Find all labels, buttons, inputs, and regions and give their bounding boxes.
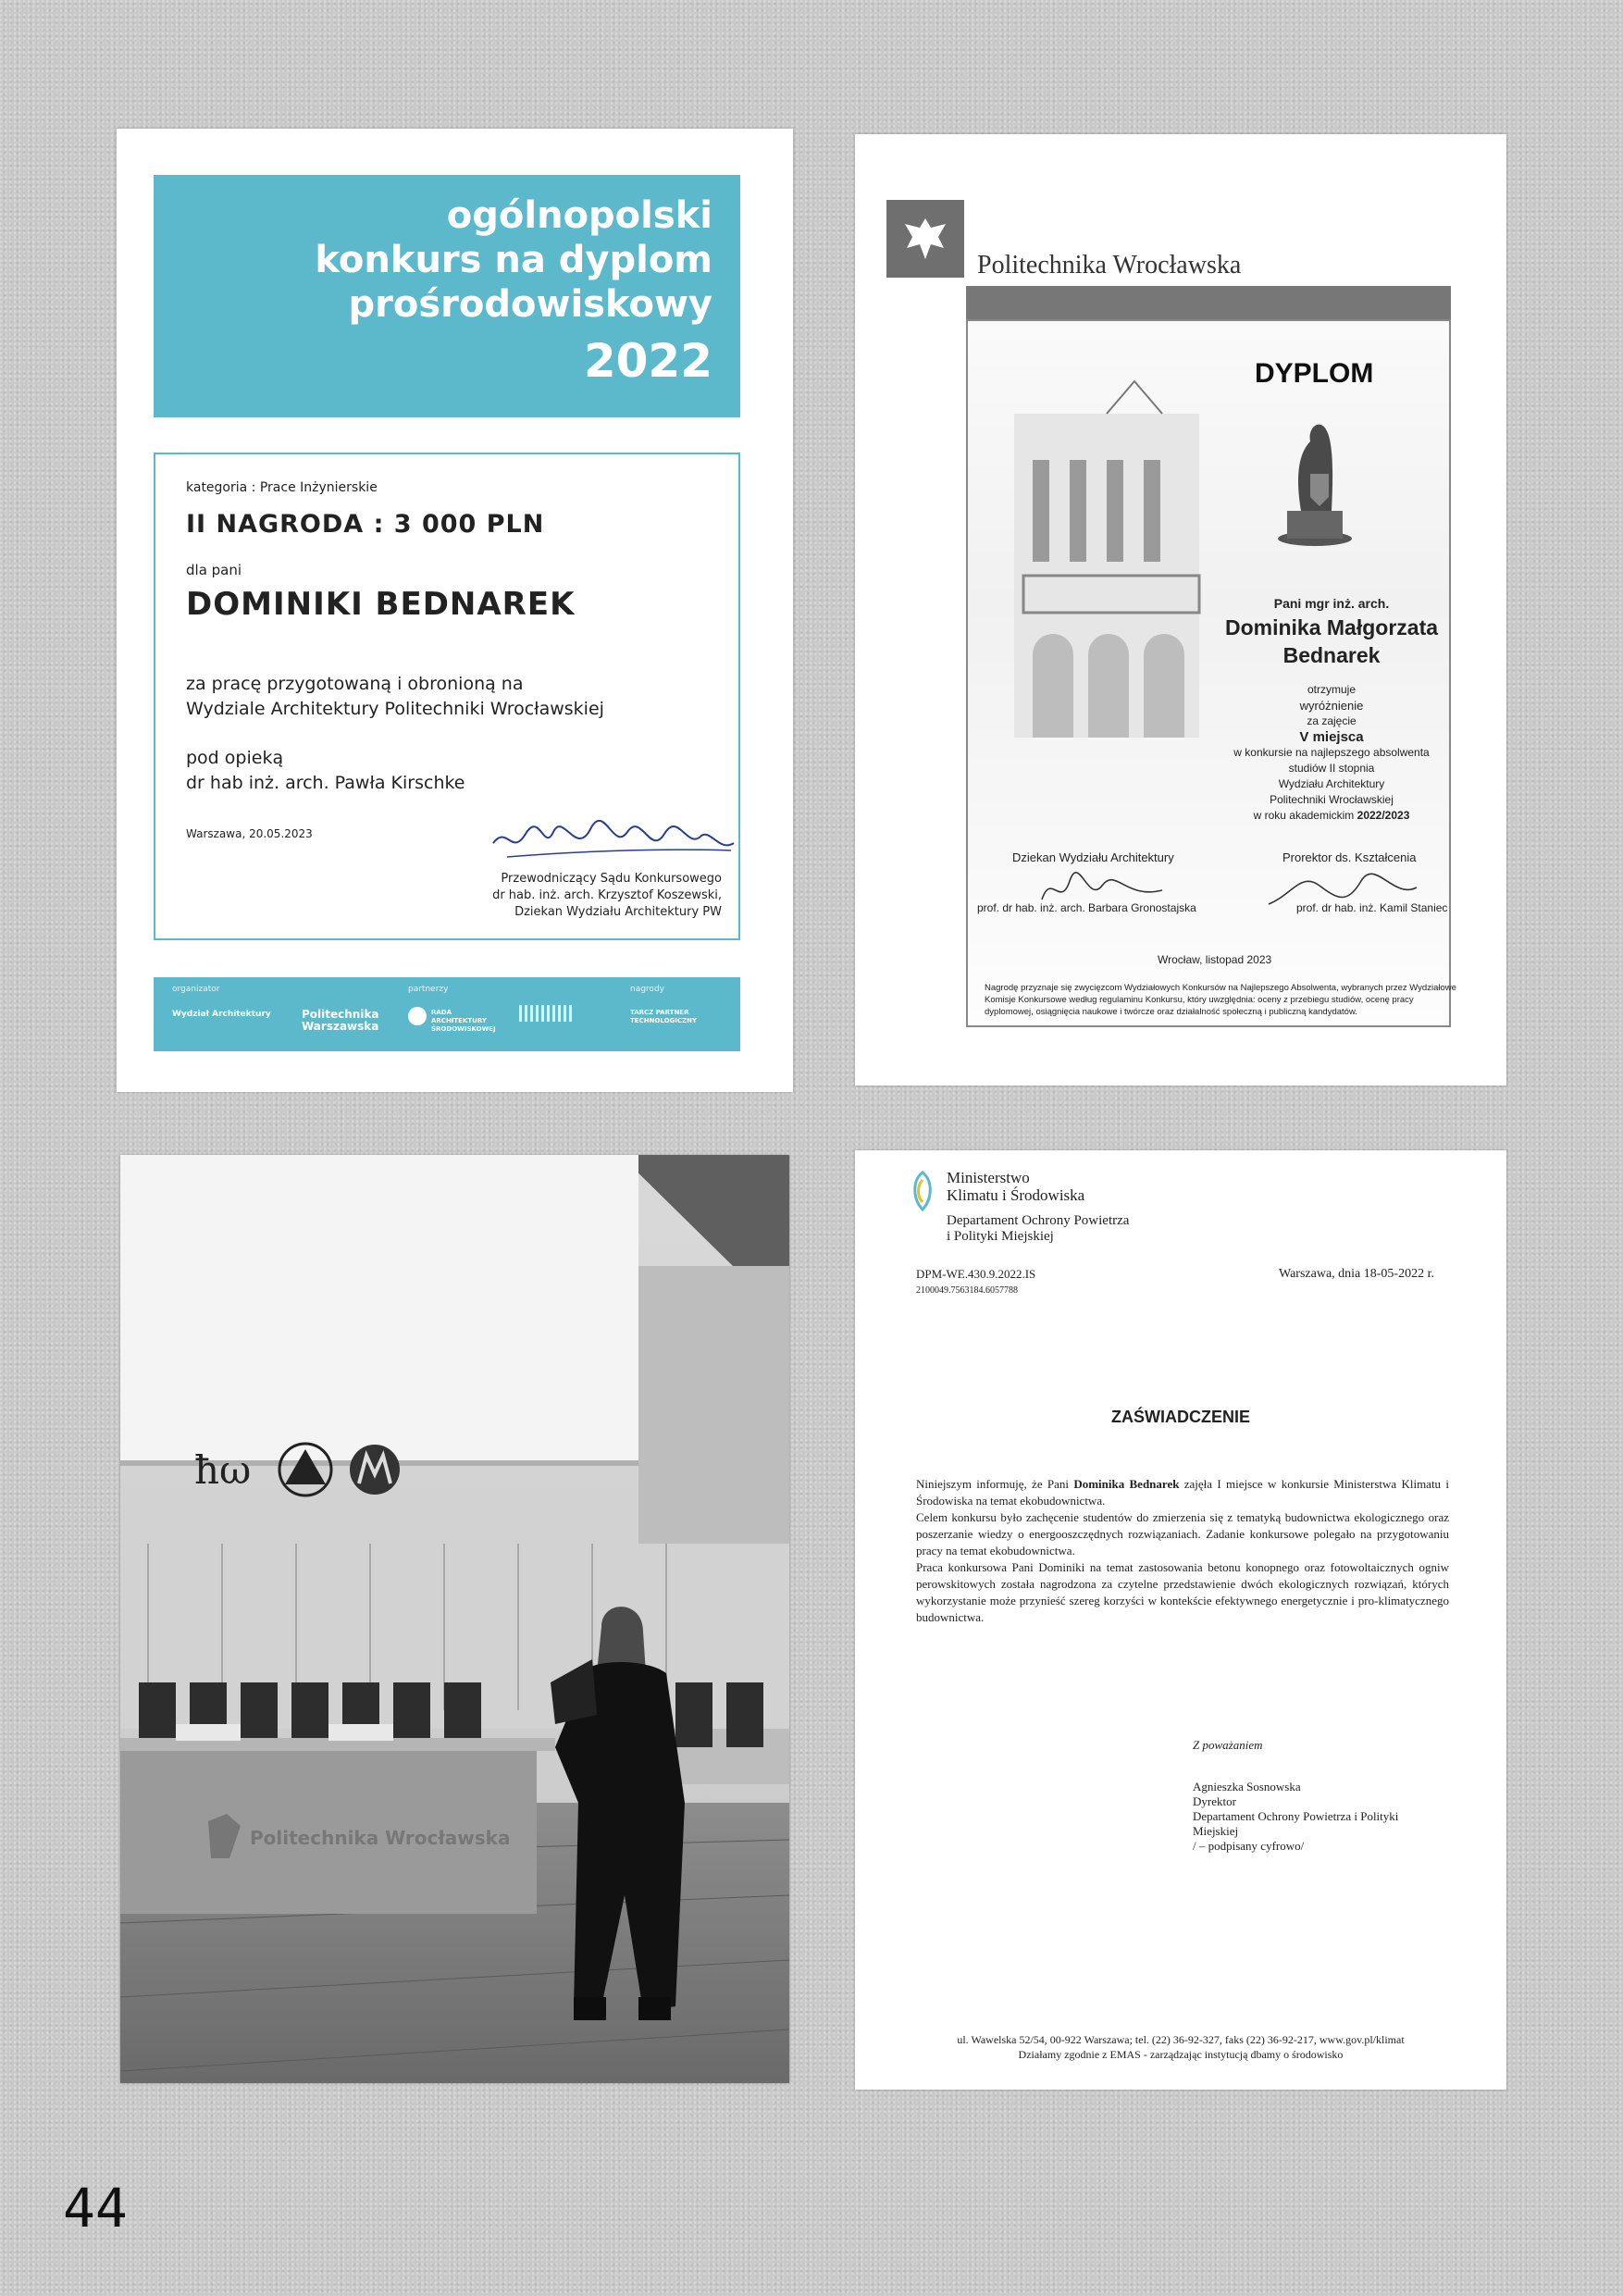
award-line8: Politechniki Wrocławskiej <box>1270 793 1394 806</box>
banner-line1: ogólnopolski <box>446 194 712 237</box>
footer-emas: Działamy zgodnie z EMAS - zarządzając instytucją dbamy o środowisko <box>1018 2048 1344 2061</box>
academic-year: 2022/2023 <box>1357 809 1410 822</box>
jury-chair <box>492 871 722 921</box>
award-line3: za zajęcie <box>1307 714 1357 727</box>
partners-label: partnerzy <box>408 985 449 994</box>
paragraph-1 <box>916 1476 1449 1509</box>
academic-year-prefix: w roku akademickim <box>1253 809 1355 822</box>
honorific: Pani mgr inż. arch. <box>1273 596 1390 611</box>
header-bar <box>966 286 1451 321</box>
thesis-line1: za pracę przygotowaną i obronioną na <box>186 674 524 694</box>
paragraph-1-start: Niniejszym informuję, że Pani <box>916 1477 1074 1491</box>
partner-barcode-logo <box>519 1005 573 1022</box>
thesis-text <box>186 672 604 722</box>
thesis-line2: Wydziale Architektury Politechniki Wrocławskiej <box>186 699 604 719</box>
paragraph-1-end: zajęła I miejsce w konkursie Ministerstwa Klimatu i Środowiska na temat ekobudownictwa. <box>916 1477 1449 1508</box>
award-line2: wyróżnienie <box>1299 699 1364 713</box>
awardee-name: DOMINIKI BEDNAREK <box>186 586 576 623</box>
chair-line3: Dziekan Wydziału Architektury PW <box>514 905 722 919</box>
for-mrs-label: dla pani <box>186 562 242 578</box>
department-line1: Departament Ochrony Powietrza <box>947 1213 1130 1228</box>
award-logo: TARCZ PARTNER TECHNOLOGICZNY <box>630 1009 698 1024</box>
award-text <box>1197 682 1466 824</box>
faculty-logo: Wydział Architektury <box>172 1010 271 1019</box>
vicerector-title: Prorektor ds. Kształcenia <box>1282 850 1417 864</box>
certificate-banner <box>154 175 740 417</box>
ministry-line2: Klimatu i Środowiska <box>947 1186 1085 1204</box>
letter-title: ZAŚWIADCZENIE <box>1111 1408 1250 1426</box>
place-date: Wrocław, listopad 2023 <box>1158 953 1272 966</box>
award-line7: Wydziału Architektury <box>1278 777 1385 790</box>
dean-title: Dziekan Wydziału Architektury <box>1012 850 1174 864</box>
certificate-date: Warszawa, 20.05.2023 <box>186 827 313 840</box>
sponsor-strip <box>154 977 740 1051</box>
supervision-line2: dr hab inż. arch. Pawła Kirschke <box>186 773 465 793</box>
m-emblem <box>350 1445 400 1495</box>
letter-footer <box>855 2032 1506 2062</box>
award-line5: w konkursie na najlepszego absolwenta <box>1233 746 1430 759</box>
banner-line3: prośrodowiskowy <box>348 283 712 326</box>
awards-label: nagrody <box>630 985 664 994</box>
banner-year: 2022 <box>583 334 712 388</box>
building-illustration <box>996 377 1204 738</box>
signer-dept-line1: Departament Ochrony Powietrza i Polityki <box>1193 1809 1399 1823</box>
partner-logo-icon <box>408 1007 427 1025</box>
diploma-frame <box>966 319 1451 1027</box>
banner-line2: konkurs na dyplom <box>315 239 712 281</box>
university-diploma <box>855 134 1506 1086</box>
photo-scene <box>120 1155 789 2083</box>
pw-eagle-logo <box>886 200 964 278</box>
certificate-body <box>154 453 740 940</box>
signer-dept-line2: Miejskiej <box>1193 1824 1239 1838</box>
letter-date: Warszawa, dnia 18-05-2022 r. <box>1279 1267 1434 1281</box>
eagle-icon <box>898 211 953 267</box>
diploma-title: DYPLOM <box>1255 358 1374 389</box>
university-name: Politechnika Wrocławska <box>977 251 1242 279</box>
department-name <box>947 1213 1129 1245</box>
award-place: V miejsca <box>1299 729 1364 745</box>
signer-title: Dyrektor <box>1193 1794 1236 1808</box>
paragraph-2: Celem konkursu było zachęcenie studentów do zmierzenia się z tematyką budownictwa ekologicznego oraz poszerzanie wiedzy o energooszczędnych rozwiązaniach. Zadanie konkursowe polegało na przygotowaniu pracy na temat ekobudownictwa. <box>916 1510 1449 1558</box>
lion-statue-icon <box>1269 409 1361 548</box>
footer-address: ul. Wawelska 52/54, 00-922 Warszawa; tel. (22) 36-92-327, faks (22) 36-92-217, www.gov.pl/klimat <box>957 2033 1405 2046</box>
signature-block <box>1193 1780 1398 1854</box>
paragraph-3: Praca konkursowa Pani Dominiki na temat zastosowania betonu konopnego oraz fotowoltaicznych ogniw perowskitowych została nagrodzona za czytelne przedstawienie dwóch ekologicznych rozwiązań, których wykorzystanie może przynieść szereg korzyści w kontekście efektywnego energetycznie i pro-klimatycznego budownictwa. <box>916 1560 1449 1624</box>
reference-number-2: 2100049.7563184.6057788 <box>916 1285 1018 1296</box>
prize-label: II NAGRODA : 3 000 PLN <box>186 510 545 539</box>
supervision-line1: pod opieką <box>186 748 284 768</box>
ministry-line1: Ministerstwo <box>947 1169 1030 1186</box>
ministry-logo-icon <box>909 1171 936 1211</box>
competition-certificate <box>117 129 793 1092</box>
dean-name: prof. dr hab. inż. arch. Barbara Gronostajska <box>977 901 1196 914</box>
awardee-name <box>1197 614 1466 669</box>
name-line2: Bednarek <box>1282 643 1381 667</box>
page-number: 44 <box>63 2177 128 2240</box>
department-line2: i Polityki Miejskiej <box>947 1229 1054 1244</box>
vicerector-name: prof. dr hab. inż. Kamil Staniec <box>1296 901 1448 914</box>
award-line6: studiów II stopnia <box>1288 762 1375 775</box>
signer-name: Agnieszka Sosnowska <box>1193 1780 1301 1793</box>
award-line9 <box>1197 808 1466 824</box>
organizer-label: organizator <box>172 985 220 994</box>
wall-symbol-text: ħω <box>194 1447 252 1493</box>
award-line1: otrzymuje <box>1307 683 1356 696</box>
graduation-photo <box>120 1155 789 2083</box>
awardee-name: Dominika Bednarek <box>1073 1477 1180 1491</box>
reference-number: DPM-WE.430.9.2022.IS <box>916 1267 1036 1281</box>
digital-signature-note: / – podpisany cyfrowo/ <box>1193 1839 1305 1853</box>
chair-line1: Przewodniczący Sądu Konkursowego <box>501 872 722 886</box>
name-line1: Dominika Małgorzata <box>1224 615 1439 639</box>
regards: Z poważaniem <box>1193 1738 1263 1752</box>
supervision-text <box>186 746 465 796</box>
category-label: kategoria : Prace Inżynierskie <box>186 480 378 495</box>
award-note: Nagrodę przyznaje się zwycięzcom Wydziałowych Konkursów na Najlepszego Absolwenta, wybranych przez Wydziałowe Komisje Konkursowe według regulaminu Konkursu, który uwzględnia: oceny z przebiegu studiów, ocenę pracy dyplomowej, osiągnięcia naukowe i twórcze oraz działalność społeczną i publiczną kandydatów. <box>985 983 1456 1017</box>
ministry-name <box>947 1169 1084 1204</box>
pw-logo: Politechnika Warszawska <box>302 1008 379 1033</box>
desk-sign-text: Politechnika Wrocławska <box>250 1827 511 1849</box>
chair-line2: dr hab. inż. arch. Krzysztof Koszewski, <box>492 888 722 902</box>
ministry-letter <box>855 1150 1506 2090</box>
letter-body <box>916 1476 1449 1626</box>
partner-logo: RADA ARCHITEKTURY ŚRODOWISKOWEJ <box>431 1009 496 1033</box>
